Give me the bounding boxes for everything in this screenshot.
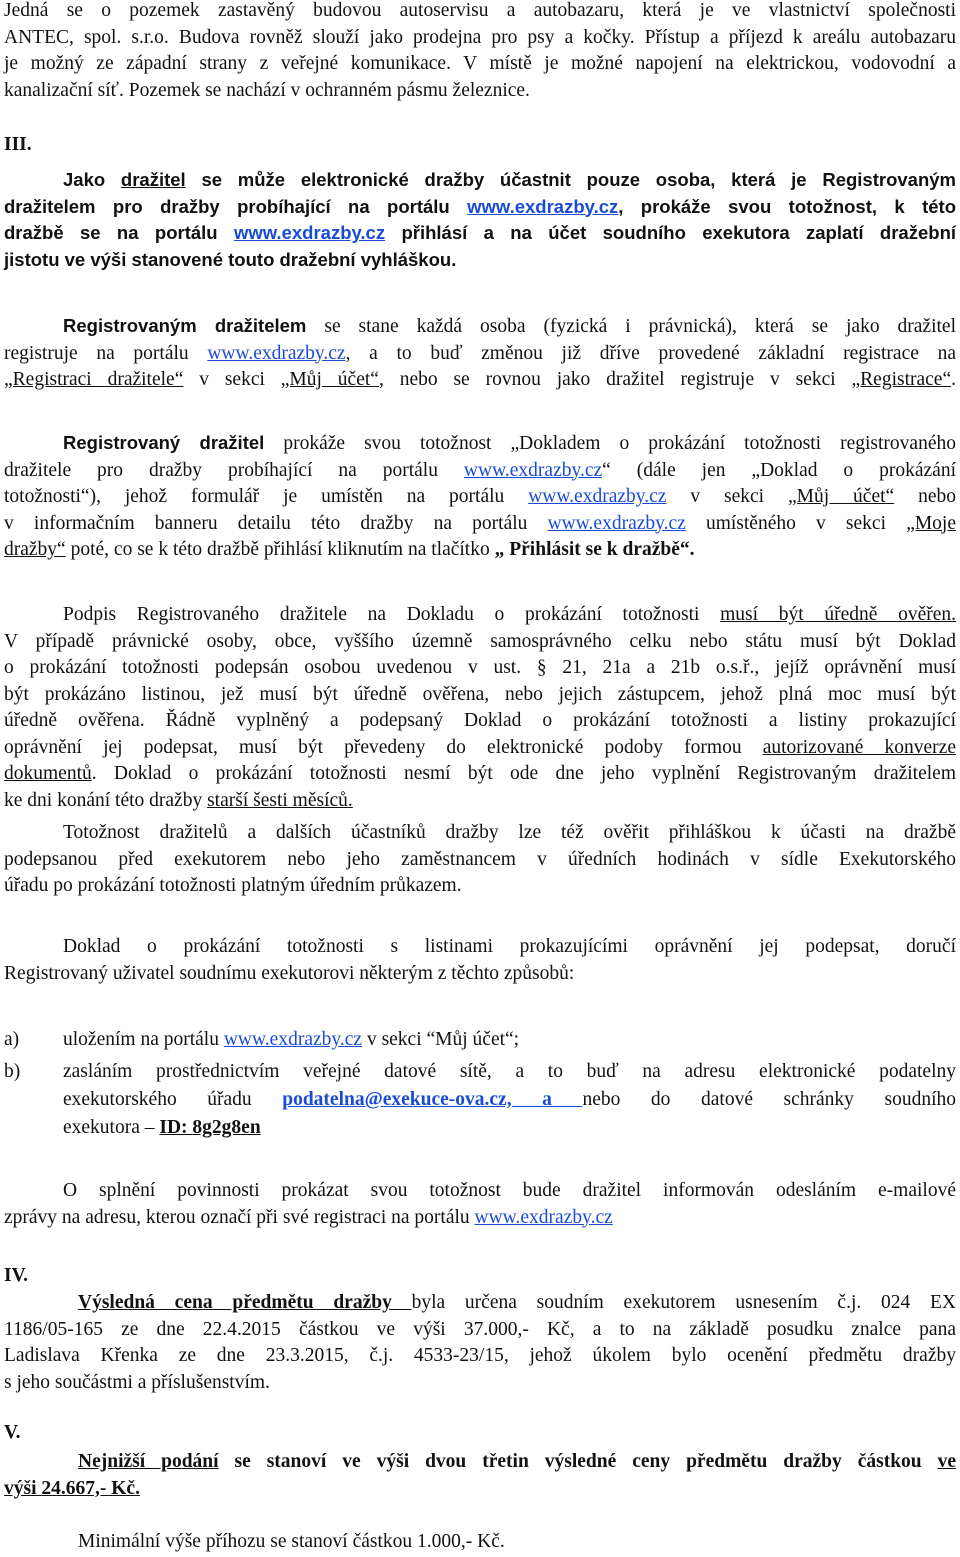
section-heading-4: IV. (4, 1265, 29, 1286)
email-link[interactable]: podatelna@exekuce-ova.cz, a (282, 1089, 583, 1110)
registrace-dražitele-section: „Registraci dražitele“ (4, 369, 184, 390)
text: Jako (63, 169, 121, 190)
lowest-bid-paragraph (4, 1449, 956, 1502)
bidder-paragraph (4, 167, 956, 273)
text: Minimální výše příhozu se stanoví částkou 1.000,- Kč. (78, 1531, 505, 1552)
text: Totožnost dražitelů a dalších účastníků dražby lze též ověřit přihláškou k účasti na dražbě (63, 822, 956, 843)
intro-line: Jedná se o pozemek zastavěný budovou autoservisu a autobazaru, která je ve vlastnictví společnosti (4, 0, 956, 21)
moje-drazby-section: „Moje (906, 512, 956, 534)
text: úřadu po prokázání totožnosti platným úředním průkazem. (4, 875, 462, 896)
text: být prokázáno listinou, jež musí být úředně ověřena, nebo jejich zástupcem, jehož plná moc musí být (4, 683, 956, 705)
list-marker: a) (4, 1029, 20, 1050)
text: exekutorského úřadu (63, 1089, 283, 1110)
intro-line: je možný ze západní strany z veřejné komunikace. V místě je možné napojení na elektrickou, vodovodní a (4, 53, 956, 74)
section-heading-3: III. (4, 134, 32, 155)
muj-ucet-section: „Můj účet“ (787, 486, 895, 507)
text: úředně ověřena. Řádně vyplněný a podepsaný Doklad o prokázání totožnosti a listiny prokazující (4, 710, 956, 731)
data-box-id: ID: 8g2g8en (159, 1117, 261, 1138)
text: registruje na portálu (4, 342, 208, 364)
text: , a to buď změnou již dříve provedené základní registrace na (345, 342, 956, 364)
exdrazby-link[interactable]: www.exdrazby.cz (528, 486, 667, 507)
conversion-term: autorizované konverze (762, 736, 956, 758)
exdrazby-link[interactable]: www.exdrazby.cz (547, 512, 686, 534)
bidder-term: dražitel (120, 169, 186, 190)
exdrazby-link[interactable]: www.exdrazby.cz (223, 1029, 363, 1050)
text: . Doklad o prokázání totožnosti nesmí být ode dne jeho vyplnění Registrovaným dražitelem (91, 763, 956, 784)
text: poté, co se k této dražbě přihlásí kliknutím na tlačítko (65, 539, 495, 560)
exdrazby-link[interactable]: www.exdrazby.cz (463, 459, 603, 481)
moje-drazby-section: dražby“ (4, 539, 66, 560)
login-button-label: „ Přihlásit se k dražbě“. (494, 539, 695, 560)
delivery-paragraph (4, 934, 956, 987)
age-limit: starší šesti měsíců. (207, 789, 353, 811)
text: v sekci “Můj účet“; (362, 1029, 520, 1050)
lowest-bid-term: Nejnižší podání (78, 1451, 219, 1472)
identity-verification-paragraph (4, 820, 956, 900)
list-item (4, 1026, 956, 1054)
text: zprávy na adresu, kterou označí při své registraci na portálu (4, 1206, 475, 1228)
registration-paragraph (4, 313, 956, 394)
text: o prokázání totožnosti podepsán osobou uvedenou v ust. § 21, 21a a 21b o.s.ř., jejíž oprávnění musí (4, 657, 956, 678)
text: dražitelem pro dražby probíhající na portálu (4, 195, 468, 217)
notarized-requirement: musí být úředně ověřen. (720, 604, 956, 625)
text: se stane každá osoba (fyzická i právnická), která se jako dražitel (306, 316, 956, 337)
text: v sekci (666, 486, 788, 507)
text: ke dni konání této dražby (4, 789, 208, 811)
identity-proof-paragraph (4, 430, 956, 564)
price-paragraph (4, 1290, 956, 1396)
signature-paragraph (4, 602, 956, 814)
text: se stanoví ve výši dvou třetin výsledné ceny předmětu dražby částkou (218, 1451, 938, 1472)
text: , nebo se rovnou jako dražitel registruje v sekci (378, 369, 852, 390)
text: zasláním prostřednictvím veřejné datové sítě, a to buď na adresu elektronické podatelny (63, 1061, 956, 1082)
text: podepsanou před exekutorem nebo jeho zaměstnancem v úředních hodinách v sídle Exekutorského (4, 848, 956, 870)
list-item (4, 1058, 956, 1142)
registrace-section: „Registrace“ (851, 369, 952, 390)
exdrazby-link[interactable]: www.exdrazby.cz (207, 342, 346, 364)
exdrazby-link[interactable]: www.exdrazby.cz (467, 195, 619, 217)
text: nebo do datové schránky soudního (582, 1089, 956, 1110)
text: Doklad o prokázání totožnosti s listinami prokazujícími oprávnění jej podepsat, doručí (63, 936, 956, 957)
notification-paragraph (4, 1178, 956, 1231)
muj-ucet-section: „Můj účet“ (280, 369, 379, 390)
text: s jeho součástmi a příslušenstvím. (4, 1371, 270, 1393)
lowest-bid-amount: výši 24.667,- Kč. (4, 1477, 140, 1499)
text: exekutora – (63, 1117, 160, 1138)
text: se může elektronické dražby účastnit pouze osoba, která je Registrovaným (185, 169, 956, 190)
min-increment-paragraph (4, 1529, 956, 1556)
text: umístěného v sekci (685, 512, 907, 534)
text: uložením na portálu (63, 1029, 224, 1050)
section-heading-5: V. (4, 1422, 21, 1443)
text: Podpis Registrovaného dražitele na Dokladu o prokázání totožnosti (63, 604, 721, 625)
text: přihlásí a na účet soudního exekutora zaplatí dražební (385, 222, 957, 243)
text: jistotu ve výši stanovené touto dražební vyhláškou. (4, 248, 457, 270)
text: Registrovaný uživatel soudnímu exekutorovi některým z těchto způsobů: (4, 962, 575, 984)
text: dražbě se na portálu (4, 222, 234, 243)
text: nebo (894, 486, 956, 507)
list-marker: b) (4, 1061, 21, 1082)
intro-line: ANTEC, spol. s.r.o. Budova rovněž slouží jako prodejna pro psy a kočky. Přístup a příjezd k areálu autobazaru (4, 26, 956, 48)
text: v sekci (183, 369, 281, 390)
text: dražitele pro dražby probíhající na portálu (4, 459, 464, 481)
text: “ (dále jen „Doklad o prokázání (602, 459, 956, 481)
text: byla určena soudním exekutorem usnesením č.j. 024 EX (411, 1292, 957, 1313)
exdrazby-link[interactable]: www.exdrazby.cz (233, 222, 386, 243)
text: totožnosti“), jehož formulář je umístěn na portálu (4, 486, 529, 507)
text: ve (937, 1451, 956, 1472)
registered-bidder-term: Registrovaným dražitelem (63, 315, 307, 336)
final-price-term: Výsledná cena předmětu dražby (78, 1292, 412, 1313)
text: v informačním banneru detailu této dražby na portálu (4, 512, 548, 534)
text: oprávnění jej podepsat, musí být převedeny do elektronické podoby formou (4, 736, 763, 758)
intro-paragraph (4, 0, 956, 104)
text: Ladislava Křenka ze dne 23.3.2015, č.j. 4533-23/15, jehož úkolem bylo ocenění předmětu dražby (4, 1345, 956, 1366)
text: , prokáže svou totožnost, k této (618, 195, 957, 217)
text: O splnění povinnosti prokázat svou totožnost bude dražitel informován odesláním e-mailové (63, 1180, 956, 1201)
exdrazby-link[interactable]: www.exdrazby.cz (474, 1206, 613, 1228)
text: prokáže svou totožnost „Dokladem o prokázání totožnosti registrovaného (264, 433, 956, 454)
text: . (951, 369, 956, 390)
conversion-term: dokumentů (4, 763, 92, 784)
intro-line: kanalizační síť. Pozemek se nachází v ochranném pásmu železnice. (4, 79, 530, 101)
registered-bidder-term: Registrovaný dražitel (63, 432, 265, 453)
text: V případě právnické osoby, obce, vyššího územně samosprávného celku nebo státu musí být Doklad (4, 630, 956, 652)
text: 1186/05-165 ze dne 22.4.2015 částkou ve výši 37.000,- Kč, a to na základě posudku znalce pana (4, 1318, 956, 1340)
